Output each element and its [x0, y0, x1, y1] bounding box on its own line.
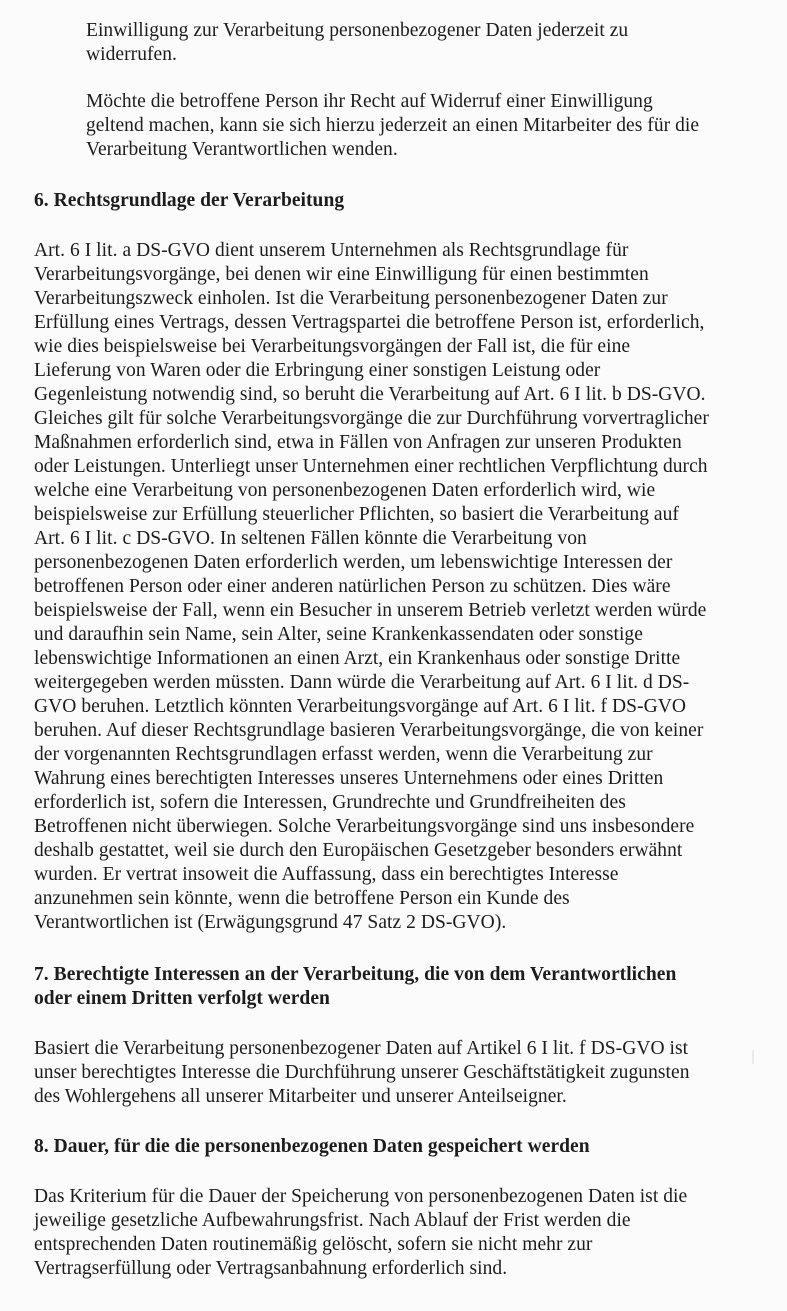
- intro-p2-line-2: geltend machen, kann sie sich hierzu jederzeit an einen Mitarbeiter des für die: [86, 115, 700, 136]
- section-6-line: Erfüllung eines Vertrags, dessen Vertragspartei die betroffene Person ist, erforderlich,: [34, 312, 705, 333]
- section-6-line: Lieferung von Waren oder die Erbringung einer sonstigen Leistung oder: [34, 360, 601, 381]
- scan-speck: [512, 92, 518, 98]
- section-6-line: Gleiches gilt für solche Verarbeitungsvorgänge die zur Durchführung vorvertraglicher: [34, 408, 709, 429]
- section-6-line: und daraufhin sein Name, sein Alter, seine Krankenkassendaten oder sonstige: [34, 624, 643, 645]
- section-6-line: Maßnahmen erforderlich sind, etwa in Fällen von Anfragen zur unseren Produkten: [34, 432, 682, 453]
- section-6-line: beispielsweise der Fall, wenn ein Besucher in unserem Betrieb verletzt werden würde: [34, 600, 707, 621]
- section-6-line: betroffenen Person oder einer anderen natürlichen Person zu schützen. Dies wäre: [34, 576, 671, 597]
- section-8-line: entsprechenden Daten routinemäßig gelöscht, sofern sie nicht mehr zur: [34, 1234, 593, 1255]
- intro-p1-line-1: Einwilligung zur Verarbeitung personenbezogener Daten jederzeit zu: [86, 20, 629, 41]
- section-7-heading-line-1: 7. Berechtigte Interessen an der Verarbeitung, die von dem Verantwortlichen: [34, 964, 677, 985]
- section-6-line: Gegenleistung notwendig sind, so beruht die Verarbeitung auf Art. 6 I lit. b DS-GVO.: [34, 384, 706, 405]
- section-6-line: Betroffenen nicht überwiegen. Solche Verarbeitungsvorgänge sind uns insbesondere: [34, 816, 695, 837]
- section-6-line: Verarbeitungszweck einholen. Ist die Verarbeitung personenbezogener Daten zur: [34, 288, 668, 309]
- intro-p1-line-2: widerrufen.: [86, 44, 177, 65]
- section-7-line: des Wohlergehens all unserer Mitarbeiter und unserer Anteilseigner.: [34, 1086, 567, 1107]
- section-6-line: personenbezogenen Daten erforderlich werden, um lebenswichtige Interessen der: [34, 552, 673, 573]
- section-8-line: jeweilige gesetzliche Aufbewahrungsfrist. Nach Ablauf der Frist werden die: [34, 1210, 631, 1231]
- section-6-heading: 6. Rechtsgrundlage der Verarbeitung: [34, 190, 345, 211]
- section-6-line: GVO beruhen. Letztlich könnten Verarbeitungsvorgänge auf Art. 6 I lit. f DS-GVO: [34, 696, 686, 717]
- section-6-line: weitergegeben werden müssten. Dann würde die Verarbeitung auf Art. 6 I lit. d DS-: [34, 672, 690, 693]
- section-8-line: Vertragserfüllung oder Vertragsanbahnung erforderlich sind.: [34, 1258, 508, 1279]
- section-6-line: lebenswichtige Informationen an einen Arzt, ein Krankenhaus oder sonstige Dritte: [34, 648, 681, 669]
- section-6-line: wurden. Er vertrat insoweit die Auffassung, dass ein berechtigtes Interesse: [34, 864, 619, 885]
- section-6-line: deshalb gestattet, weil sie durch den Europäischen Gesetzgeber besonders erwähnt: [34, 840, 683, 861]
- section-8-line: Das Kriterium für die Dauer der Speicherung von personenbezogenen Daten ist die: [34, 1186, 688, 1207]
- intro-p2-line-1: Möchte die betroffene Person ihr Recht auf Widerruf einer Einwilligung: [86, 91, 653, 112]
- section-7-line: unser berechtigtes Interesse die Durchführung unserer Geschäftstätigkeit zugunsten: [34, 1062, 690, 1083]
- section-6-line: beruhen. Auf dieser Rechtsgrundlage basieren Verarbeitungsvorgänge, die von keiner: [34, 720, 704, 741]
- section-6-line: Art. 6 I lit. a DS-GVO dient unserem Unternehmen als Rechtsgrundlage für: [34, 240, 629, 261]
- section-6-line: Verarbeitungsvorgänge, bei denen wir eine Einwilligung für einen bestimmten: [34, 264, 649, 285]
- scan-speck: [752, 1050, 754, 1064]
- section-6-line: oder Leistungen. Unterliegt unser Unternehmen einer rechtlichen Verpflichtung durch: [34, 456, 708, 477]
- intro-p2-line-3: Verarbeitung Verantwortlichen wenden.: [86, 139, 398, 160]
- section-6-line: Verantwortlichen ist (Erwägungsgrund 47 Satz 2 DS-GVO).: [34, 912, 507, 933]
- section-6-line: wie dies beispielsweise bei Verarbeitungsvorgängen der Fall ist, die für eine: [34, 336, 631, 357]
- section-8-heading: 8. Dauer, für die die personenbezogenen Daten gespeichert werden: [34, 1136, 590, 1157]
- section-6-line: beispielsweise zur Erfüllung steuerlicher Pflichten, so basiert die Verarbeitung auf: [34, 504, 679, 525]
- section-7-line: Basiert die Verarbeitung personenbezogener Daten auf Artikel 6 I lit. f DS-GVO ist: [34, 1038, 689, 1059]
- section-6-line: der vorgenannten Rechtsgrundlagen erfasst werden, wenn die Verarbeitung zur: [34, 744, 653, 765]
- section-6-line: anzunehmen sein könnte, wenn die betroffene Person ein Kunde des: [34, 888, 570, 909]
- section-6-line: Art. 6 I lit. c DS-GVO. In seltenen Fällen könnte die Verarbeitung von: [34, 528, 587, 549]
- section-7-heading-line-2: oder einem Dritten verfolgt werden: [34, 988, 330, 1009]
- section-6-line: welche eine Verarbeitung von personenbezogenen Daten erforderlich wird, wie: [34, 480, 656, 501]
- section-6-line: Wahrung eines berechtigten Interesses unseres Unternehmens oder eines Dritten: [34, 768, 664, 789]
- section-6-line: erforderlich ist, sofern die Interessen, Grundrechte und Grundfreiheiten des: [34, 792, 626, 813]
